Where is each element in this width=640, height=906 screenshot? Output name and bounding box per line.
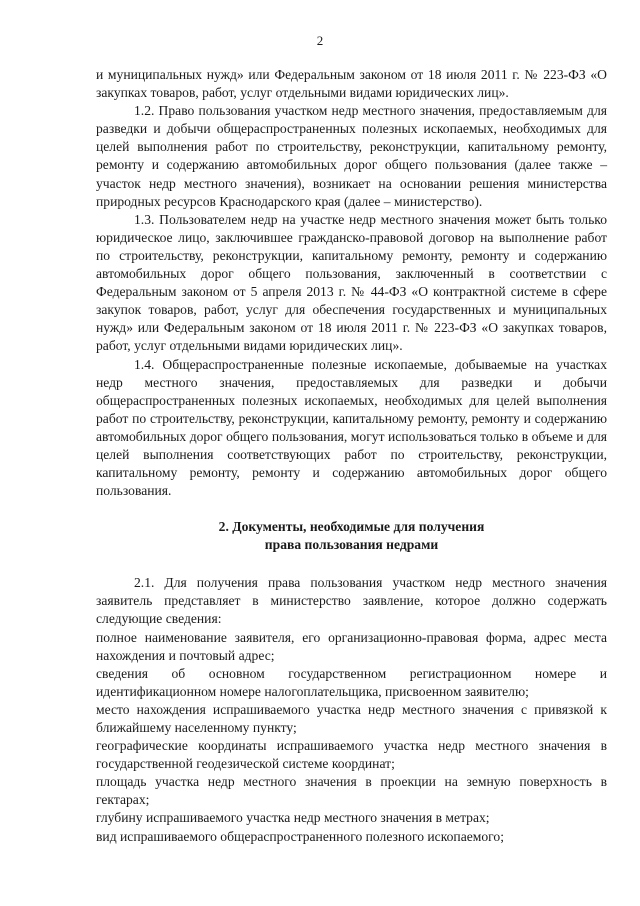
page-number: 2 [316, 33, 324, 48]
section-heading [96, 518, 607, 554]
list-item: площадь участка недр местного значения в проекции на земную поверхность в гектарах; [96, 774, 607, 808]
paragraph-continuation: и муниципальных нужд» или Федеральным законом от 18 июля 2011 г. № 223-ФЗ «О закупках товаров, работ, услуг отдельными видами юридических лиц». [96, 67, 607, 101]
paragraph-1-3: 1.3. Пользователем недр на участке недр местного значения может быть только юридическое лицо, заключившее гражданско-правовой договор на выполнение работ по строительству, реконструкции, капитальному ремонту, ремонту и содержанию автомобильных дорог общего пользования, заключенный в соответствии с Федеральным законом от 5 апреля 2013 г. № 44-ФЗ «О контрактной системе в сфере закупок товаров, работ, услуг для обеспечения государственных и муниципальных нужд» или Федеральным законом от 18 июля 2011 г. № 223-ФЗ «О закупках товаров, работ, услуг отдельными видами юридических лиц». [96, 211, 607, 354]
list-item: место нахождения испрашиваемого участка недр местного значения с привязкой к ближайшему населенному пункту; [96, 701, 607, 735]
paragraph-1-2: 1.2. Право пользования участком недр местного значения, предоставляемым для разведки и добычи общераспространенных полезных ископаемых, необходимых для целей выполнения работ по строительству, реконструкции, капитальному ремонту, ремонту и содержанию автомобильных дорог общего пользования (далее также – участок недр местного значения), возникает на основании решения министерства природных ресурсов Краснодарского края (далее – министерство). [96, 103, 607, 209]
list-item: вид испрашиваемого общераспространенного полезного ископаемого; [96, 828, 504, 844]
list-item: сведения об основном государственном регистрационном номере и идентификационном номере налогоплательщика, присвоенном заявителю; [96, 665, 607, 699]
section-heading-line-1: 2. Документы, необходимые для получения [218, 519, 485, 535]
paragraph-1-4: 1.4. Общераспространенные полезные ископаемые, добываемые на участках недр местного значения, предоставляемых для разведки и добычи общераспространенных полезных ископаемых, необходимых для целей выполнения работ по строительству, реконструкции, капитальному ремонту, ремонту и содержанию автомобильных дорог общего пользования, могут использоваться только в объеме и для целей выполнения соответствующих работ по строительству, реконструкции, капитальному ремонту, ремонту и содержанию автомобильных дорог общего пользования. [96, 356, 607, 499]
list-item: географические координаты испрашиваемого участка недр местного значения в государственной геодезической системе координат; [96, 738, 607, 772]
paragraph-2-1: 2.1. Для получения права пользования участком недр местного значения заявитель представляет в министерство заявление, которое должно содержать следующие сведения: [96, 575, 607, 627]
document-body [96, 66, 607, 846]
list-item: глубину испрашиваемого участка недр местного значения в метрах; [96, 810, 490, 826]
list-item: полное наименование заявителя, его организационно-правовая форма, адрес места нахождения и почтовый адрес; [96, 629, 607, 663]
section-heading-line-2: права пользования недрами [264, 537, 439, 553]
